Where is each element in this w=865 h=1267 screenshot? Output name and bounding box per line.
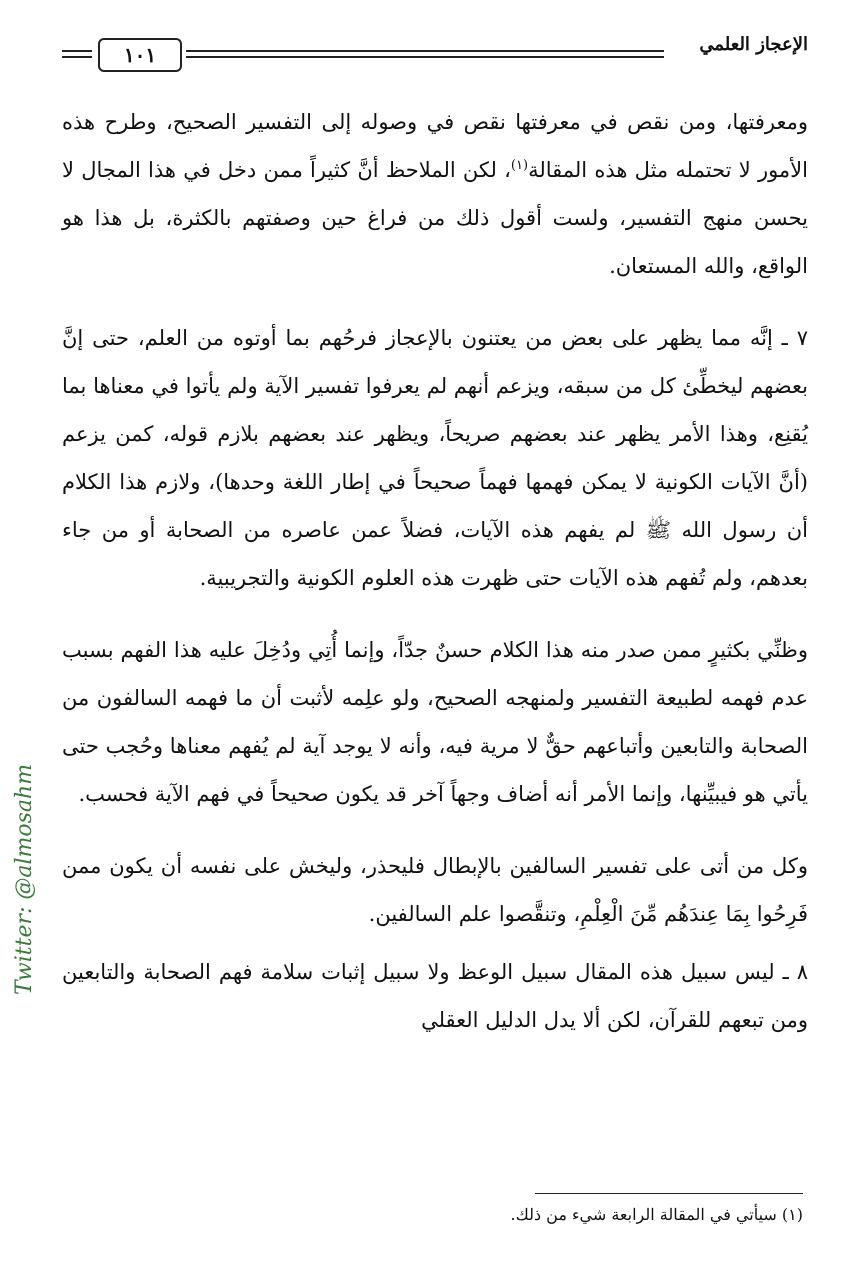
page-number: ١٠١ (98, 38, 182, 72)
paragraph-3: وظنِّي بكثيرٍ ممن صدر منه هذا الكلام حسنٌ جدّاً، وإنما أُتِي ودُخِلَ عليه هذا الفهم بسبب عدم فهمه لطبيعة التفسير ولمنهجه الصحيح، ولو علِمه لأثبت أن ما فهمه السالفون من الصحابة والتابعين وأتباعهم حقٌّ لا مرية فيه، وأنه لا يوجد آية لم يُفهم معناها وحُجب حتى يأتي هو فيبيِّنها، وإنما الأمر أنه أضاف وجهاً آخر قد يكون صحيحاً في فهم الآية فحسب. (62, 638, 808, 806)
header-rule (186, 50, 664, 52)
page-header (62, 34, 808, 74)
footnote: (١) سيأتي في المقالة الرابعة شيء من ذلك. (510, 1205, 803, 1224)
header-rule (62, 56, 92, 58)
watermark: Twitter: @almosahm (12, 763, 37, 995)
footnote-separator (535, 1193, 803, 1194)
header-rule (186, 56, 664, 58)
header-rule (62, 50, 92, 52)
page-body (62, 98, 808, 1068)
paragraph-2: ٧ ـ إنَّه مما يظهر على بعض من يعتنون بالإعجاز فرحُهم بما أوتوه من العلم، حتى إنَّ بعضهم ليخطِّئ كل من سبقه، ويزعم أنهم لم يعرفوا تفسير الآية ولم يأتوا في معناها بما يُقنِع، وهذا الأمر يظهر عند بعضهم صريحاً، ويظهر عند بعضهم بلازم قوله، كمن يزعم (أنَّ الآيات الكونية لا يمكن فهمها فهماً صحيحاً في إطار اللغة وحدها)، ولازم هذا الكلام أن رسول الله ﷺ لم يفهم هذه الآيات، فضلاً عمن عاصره من الصحابة أو من جاء بعدهم، ولم تُفهم هذه الآيات حتى ظهرت هذه العلوم الكونية والتجريبية. (62, 326, 808, 590)
paragraph-5: ٨ ـ ليس سبيل هذه المقال سبيل الوعظ ولا سبيل إثبات سلامة فهم الصحابة والتابعين ومن تبعهم للقرآن، لكن ألا يدل الدليل العقلي (62, 960, 808, 1032)
paragraph-1: ومعرفتها، ومن نقص في معرفتها نقص في وصوله إلى التفسير الصحيح، وطرح هذه الأمور لا تحتمله مثل هذه المقالة$^{(١)}$، لكن الملاحظ أنَّ كثيراً ممن دخل في هذا المجال لا يحسن منهج التفسير، ولست أقول ذلك من فراغ حين وصفتهم بالكثرة، بل هذا هو الواقع، والله المستعان. (62, 110, 808, 278)
running-title: الإعجاز العلمي (699, 34, 808, 55)
footnote-marker: (١) (510, 158, 529, 173)
paragraph-4: وكل من أتى على تفسير السالفين بالإبطال فليحذر، وليخش على نفسه أن يكون ممن فَرِحُوا بِمَا عِندَهُم مِّنَ الْعِلْمِ، وتنقَّصوا علم السالفين. (62, 854, 808, 926)
